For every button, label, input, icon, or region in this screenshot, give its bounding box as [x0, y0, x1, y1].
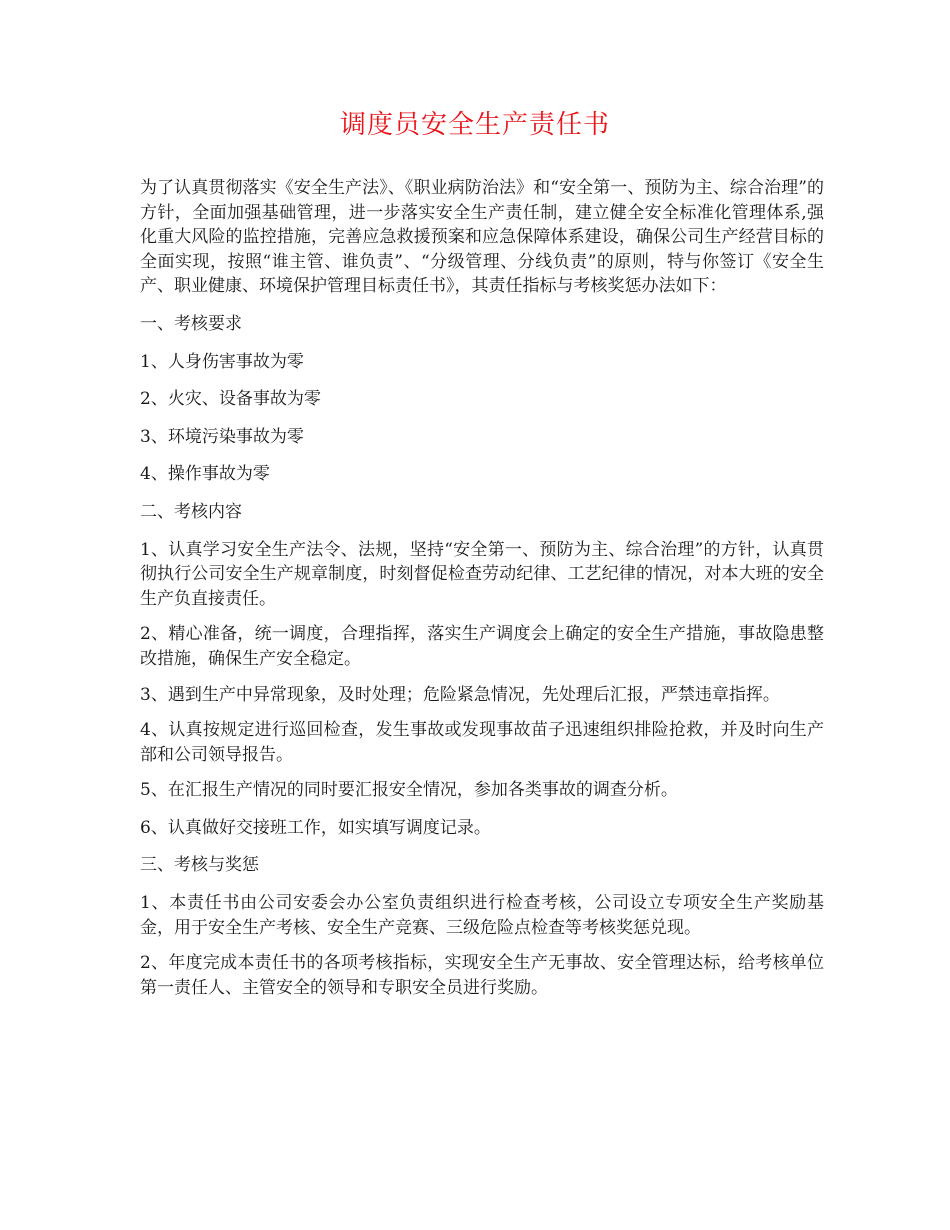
section-heading-content: 二、考核内容 — [140, 501, 242, 522]
content-item: 3、遇到生产中异常现象，及时处理；危险紧急情况，先处理后汇报，严禁违章指挥。 — [140, 684, 780, 705]
section-heading-requirements: 一、考核要求 — [140, 313, 242, 334]
document-title: 调度员安全生产责任书 — [339, 110, 610, 140]
requirement-item: 3、环境污染事故为零 — [140, 426, 304, 447]
document-body — [140, 176, 824, 1011]
intro-paragraph: 为了认真贯彻落实《安全生产法》、《职业病防治法》和“安全第一、预防为主、综合治理”的方针，全面加强基础管理，进一步落实安全生产责任制，建立健全安全标准化管理体系,强化重大风险的监控措施，完善应急救援预案和应急保障体系建设，确保公司生产经营目标的全面实现，按照“谁主管、谁负责”、“分级管理、分线负责”的原则，特与你签订《安全生产、职业健康、环境保护管理目标责任书》，其责任指标与考核奖惩办法如下： — [140, 178, 824, 297]
section-heading-rewards: 三、考核与奖惩 — [140, 855, 259, 876]
reward-item: 1、本责任书由公司安委会办公室负责组织进行检查考核，公司设立专项安全生产奖励基金，用于安全生产考核、安全生产竞赛、三级危险点检查等考核奖惩兑现。 — [140, 893, 824, 938]
content-item: 5、在汇报生产情况的同时要汇报安全情况，参加各类事故的调查分析。 — [140, 780, 678, 801]
content-item: 2、精心准备，统一调度，合理指挥，落实生产调度会上确定的安全生产措施，事故隐患整改措施，确保生产安全稳定。 — [140, 624, 824, 669]
requirement-item: 2、火灾、设备事故为零 — [140, 389, 321, 410]
content-item: 1、认真学习安全生产法令、法规，坚持“安全第一、预防为主、综合治理”的方针，认真贯彻执行公司安全生产规章制度，时刻督促检查劳动纪律、工艺纪律的情况，对本大班的安全生产负直接责任。 — [140, 539, 824, 609]
requirement-item: 1、人身伤害事故为零 — [140, 351, 304, 372]
reward-item: 2、年度完成本责任书的各项考核指标，实现安全生产无事故、安全管理达标，给考核单位第一责任人、主管安全的领导和专职安全员进行奖励。 — [140, 953, 824, 998]
content-item: 4、认真按规定进行巡回检查，发生事故或发现事故苗子迅速组织排险抢救，并及时向生产部和公司领导报告。 — [140, 720, 824, 765]
requirement-item: 4、操作事故为零 — [140, 464, 270, 485]
content-item: 6、认真做好交接班工作，如实填写调度记录。 — [140, 817, 491, 838]
